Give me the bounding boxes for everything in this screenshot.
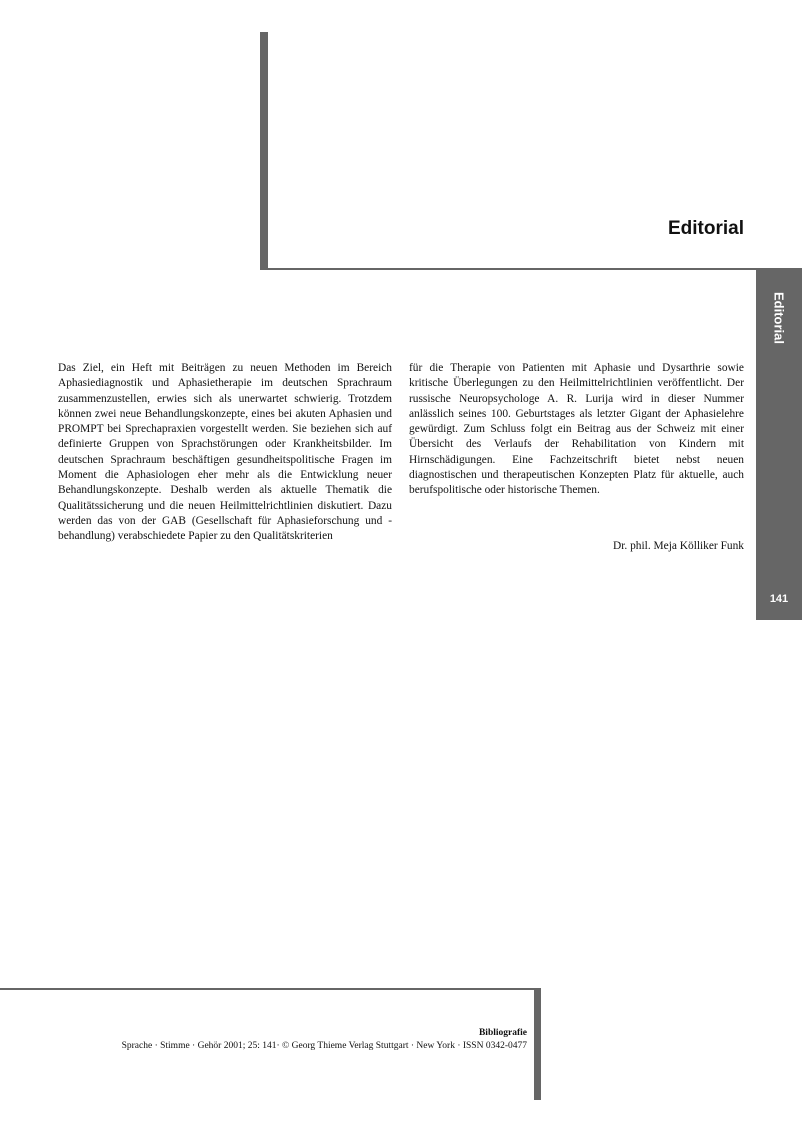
- header-horizontal-rule: [260, 268, 802, 270]
- bibliography-title: Bibliografie: [478, 1028, 527, 1038]
- header-vertical-rule: [260, 32, 268, 270]
- citation-line: Sprache · Stimme · Gehör 2001; 25: 141· © Georg Thieme Verlag Stuttgart · New York · ISSN 0342-0477: [121, 1041, 527, 1051]
- page-number: 141: [769, 593, 789, 605]
- footer-vertical-rule: [534, 988, 541, 1100]
- author-signature: Dr. phil. Meja Kölliker Funk: [613, 540, 744, 552]
- body-column-left: Das Ziel, ein Heft mit Beiträgen zu neuen Methoden im Bereich Aphasiediagnostik und Aphasietherapie im deutschen Sprachraum zusammenzustellen, erwies sich als unerwartet schwierig. Trotzdem können zwei neue Behandlungskonzepte, eines bei akuten Aphasien und PROMPT bei Sprechapraxien vorgestellt werden. Sie beziehen sich auf definierte Gruppen von Sprachstörungen oder Krankheitsbilder. Im deutschen Sprachraum beschäftigen gesundheitspolitische Fragen im Moment die Aphasiologen eher mehr als die Entwicklung neuer Behandlungskonzepte. Deshalb werden als aktuelle Thematik die Qualitätssicherung und die neuen Heilmittelrichtlinien diskutiert. Dazu werden das von der GAB (Gesellschaft für Aphasieforschung und -behandlung) verabschiedete Papier zu den Qualitätskriterien: [58, 362, 392, 543]
- footer-horizontal-rule: [0, 988, 541, 990]
- body-column-right: für die Therapie von Patienten mit Aphasie und Dysarthrie sowie kritische Überlegungen zu den Heilmittelrichtlinien veröffentlicht. Der russische Neuropsychologe A. R. Lurija wird in dieser Nummer anlässlich seines 100. Geburtstages als letzter Gigant der Aphasielehre gewürdigt. Zum Schluss folgt ein Beitrag aus der Schweiz mit einer Übersicht des Verlaufs der Rehabilitation von Kindern mit Hirnschädigungen. Eine Fachzeitschrift bietet nebst neuen diagnostischen und therapeutischen Konzepten Platz für aktuelle, auch berufspolitische oder historische Themen.: [409, 362, 744, 497]
- side-tab-label: Editorial: [771, 291, 787, 345]
- section-title: Editorial: [667, 218, 744, 239]
- side-tab: [756, 270, 802, 620]
